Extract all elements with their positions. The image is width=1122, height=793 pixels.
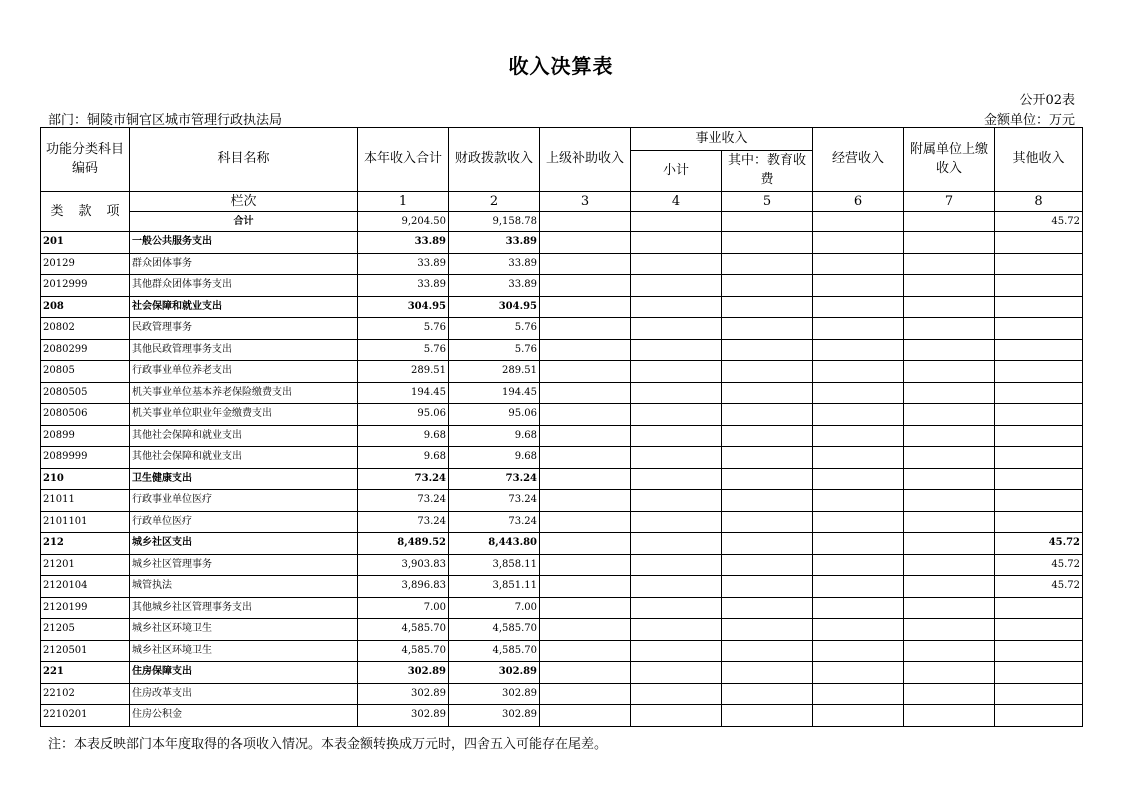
- row-subtotal: [631, 511, 722, 533]
- row-fiscal: 302.89: [449, 662, 540, 684]
- amount-unit-label: 金额单位：万元: [983, 113, 1075, 128]
- row-superior: [540, 275, 631, 297]
- row-other: 45.72: [995, 554, 1083, 576]
- table-row: [41, 640, 1083, 662]
- row-operating: [813, 339, 904, 361]
- row-subtotal: [631, 253, 722, 275]
- row-subtotal: [631, 533, 722, 555]
- row-operating: [813, 705, 904, 727]
- row-fiscal: 33.89: [449, 253, 540, 275]
- table-row: [41, 318, 1083, 340]
- row-fiscal: 5.76: [449, 339, 540, 361]
- row-education: [722, 361, 813, 383]
- row-name: 行政事业单位医疗: [130, 490, 358, 512]
- row-name: 住房保障支出: [130, 662, 358, 684]
- row-total: 194.45: [358, 382, 449, 404]
- row-other: [995, 640, 1083, 662]
- row-operating: [813, 275, 904, 297]
- row-total: 302.89: [358, 683, 449, 705]
- row-total: 302.89: [358, 705, 449, 727]
- row-education: [722, 705, 813, 727]
- row-subtotal: [631, 275, 722, 297]
- row-fiscal: 95.06: [449, 404, 540, 426]
- row-education: [722, 533, 813, 555]
- row-code: 20805: [41, 361, 130, 383]
- row-superior: [540, 576, 631, 598]
- row-superior: [540, 253, 631, 275]
- row-superior: [540, 683, 631, 705]
- row-name: 机关事业单位职业年金缴费支出: [130, 404, 358, 426]
- row-superior: [540, 404, 631, 426]
- revenue-table: [40, 127, 1083, 727]
- row-affiliated: [904, 619, 995, 641]
- row-code: 20129: [41, 253, 130, 275]
- row-superior: [540, 597, 631, 619]
- row-name: 群众团体事务: [130, 253, 358, 275]
- table-row: [41, 232, 1083, 254]
- col-num-3: 3: [540, 192, 631, 212]
- row-name: 社会保障和就业支出: [130, 296, 358, 318]
- table-row: [41, 597, 1083, 619]
- row-name: 其他城乡社区管理事务支出: [130, 597, 358, 619]
- table-row: [41, 576, 1083, 598]
- row-code: 2120104: [41, 576, 130, 598]
- row-superior: [540, 447, 631, 469]
- row-operating: [813, 296, 904, 318]
- table-row: [41, 554, 1083, 576]
- row-subtotal: [631, 576, 722, 598]
- row-code: 201: [41, 232, 130, 254]
- row-other: [995, 296, 1083, 318]
- col-num-1: 1: [358, 192, 449, 212]
- row-subtotal: [631, 554, 722, 576]
- table-row: [41, 275, 1083, 297]
- table-row: [41, 468, 1083, 490]
- row-code: 210: [41, 468, 130, 490]
- row-subtotal: [631, 468, 722, 490]
- row-education: [722, 554, 813, 576]
- row-superior: [540, 425, 631, 447]
- row-other: [995, 275, 1083, 297]
- row-other: [995, 232, 1083, 254]
- row-name: 城乡社区环境卫生: [130, 619, 358, 641]
- row-fiscal: 7.00: [449, 597, 540, 619]
- row-education: [722, 318, 813, 340]
- header-row-3: [41, 192, 1083, 212]
- row-subtotal: [631, 425, 722, 447]
- row-other: 45.72: [995, 533, 1083, 555]
- row-education: [722, 683, 813, 705]
- row-code: 2120199: [41, 597, 130, 619]
- row-education: [722, 490, 813, 512]
- row-subtotal: [631, 318, 722, 340]
- row-fiscal: 3,851.11: [449, 576, 540, 598]
- row-name: 卫生健康支出: [130, 468, 358, 490]
- row-subtotal: [631, 232, 722, 254]
- row-total: 3,896.83: [358, 576, 449, 598]
- row-education: [722, 339, 813, 361]
- row-code: 212: [41, 533, 130, 555]
- row-name: 行政事业单位养老支出: [130, 361, 358, 383]
- row-subtotal: [631, 296, 722, 318]
- total-superior: [540, 212, 631, 232]
- row-education: [722, 382, 813, 404]
- row-total: 73.24: [358, 468, 449, 490]
- row-code: 208: [41, 296, 130, 318]
- table-row: [41, 404, 1083, 426]
- row-affiliated: [904, 253, 995, 275]
- row-other: [995, 662, 1083, 684]
- total-other: 45.72: [995, 212, 1083, 232]
- row-affiliated: [904, 576, 995, 598]
- row-education: [722, 253, 813, 275]
- table-row: [41, 619, 1083, 641]
- row-fiscal: 9.68: [449, 425, 540, 447]
- row-operating: [813, 597, 904, 619]
- row-affiliated: [904, 533, 995, 555]
- table-row: [41, 533, 1083, 555]
- row-other: [995, 705, 1083, 727]
- row-total: 7.00: [358, 597, 449, 619]
- row-affiliated: [904, 447, 995, 469]
- row-education: [722, 275, 813, 297]
- row-subtotal: [631, 447, 722, 469]
- row-superior: [540, 640, 631, 662]
- col-num-6: 6: [813, 192, 904, 212]
- row-education: [722, 576, 813, 598]
- total-fiscal: 9,158.78: [449, 212, 540, 232]
- row-superior: [540, 554, 631, 576]
- form-number: 公开02表: [1019, 93, 1075, 108]
- header-education: 其中：教育收费: [722, 151, 813, 192]
- row-total: 8,489.52: [358, 533, 449, 555]
- row-other: [995, 468, 1083, 490]
- total-affiliated: [904, 212, 995, 232]
- row-total: 304.95: [358, 296, 449, 318]
- row-fiscal: 33.89: [449, 232, 540, 254]
- row-subtotal: [631, 404, 722, 426]
- col-num-7: 7: [904, 192, 995, 212]
- header-lanci: 栏次: [130, 192, 358, 212]
- row-operating: [813, 253, 904, 275]
- row-superior: [540, 705, 631, 727]
- row-education: [722, 511, 813, 533]
- row-affiliated: [904, 275, 995, 297]
- row-name: 民政管理事务: [130, 318, 358, 340]
- row-code: 2120501: [41, 640, 130, 662]
- row-fiscal: 5.76: [449, 318, 540, 340]
- row-other: [995, 597, 1083, 619]
- row-subtotal: [631, 339, 722, 361]
- row-name: 其他社会保障和就业支出: [130, 425, 358, 447]
- header-operating: 经营收入: [813, 128, 904, 192]
- row-code: 2210201: [41, 705, 130, 727]
- row-superior: [540, 296, 631, 318]
- row-superior: [540, 382, 631, 404]
- row-fiscal: 9.68: [449, 447, 540, 469]
- row-other: [995, 425, 1083, 447]
- row-code: 2080505: [41, 382, 130, 404]
- row-name: 其他社会保障和就业支出: [130, 447, 358, 469]
- row-operating: [813, 361, 904, 383]
- row-code: 21011: [41, 490, 130, 512]
- row-subtotal: [631, 597, 722, 619]
- row-operating: [813, 425, 904, 447]
- row-name: 城乡社区管理事务: [130, 554, 358, 576]
- row-superior: [540, 361, 631, 383]
- row-fiscal: 3,858.11: [449, 554, 540, 576]
- row-education: [722, 447, 813, 469]
- row-affiliated: [904, 490, 995, 512]
- row-total: 302.89: [358, 662, 449, 684]
- row-affiliated: [904, 468, 995, 490]
- header-subtotal: 小计: [631, 151, 722, 192]
- row-affiliated: [904, 232, 995, 254]
- header-business: 事业收入: [631, 128, 813, 151]
- row-code: 2101101: [41, 511, 130, 533]
- row-subtotal: [631, 705, 722, 727]
- row-name: 机关事业单位基本养老保险缴费支出: [130, 382, 358, 404]
- row-other: [995, 683, 1083, 705]
- row-total: 5.76: [358, 318, 449, 340]
- row-total: 9.68: [358, 447, 449, 469]
- row-affiliated: [904, 361, 995, 383]
- row-total: 33.89: [358, 232, 449, 254]
- row-fiscal: 73.24: [449, 490, 540, 512]
- row-fiscal: 33.89: [449, 275, 540, 297]
- row-total: 33.89: [358, 253, 449, 275]
- row-operating: [813, 404, 904, 426]
- table-row: [41, 683, 1083, 705]
- row-total: 3,903.83: [358, 554, 449, 576]
- row-total: 4,585.70: [358, 619, 449, 641]
- table-row: [41, 705, 1083, 727]
- row-affiliated: [904, 382, 995, 404]
- col-num-2: 2: [449, 192, 540, 212]
- table-row: [41, 253, 1083, 275]
- row-subtotal: [631, 662, 722, 684]
- row-affiliated: [904, 662, 995, 684]
- total-operating: [813, 212, 904, 232]
- row-affiliated: [904, 597, 995, 619]
- row-name: 城乡社区环境卫生: [130, 640, 358, 662]
- row-superior: [540, 468, 631, 490]
- row-affiliated: [904, 318, 995, 340]
- table-row: [41, 447, 1083, 469]
- header-lei-kuan-xiang: [41, 192, 130, 232]
- row-total: 95.06: [358, 404, 449, 426]
- total-label: 合计: [130, 212, 358, 232]
- row-education: [722, 662, 813, 684]
- row-other: [995, 404, 1083, 426]
- row-subtotal: [631, 361, 722, 383]
- row-superior: [540, 490, 631, 512]
- row-education: [722, 619, 813, 641]
- row-affiliated: [904, 339, 995, 361]
- header-kuan: 款: [78, 203, 92, 219]
- row-code: 21205: [41, 619, 130, 641]
- page-title: 收入决算表: [508, 54, 614, 78]
- row-operating: [813, 554, 904, 576]
- row-other: [995, 447, 1083, 469]
- row-subtotal: [631, 640, 722, 662]
- row-affiliated: [904, 640, 995, 662]
- footnote: 注：本表反映部门本年度取得的各项收入情况。本表金额转换成万元时，四舍五入可能存在尾差。: [48, 737, 608, 752]
- row-name: 住房公积金: [130, 705, 358, 727]
- row-fiscal: 304.95: [449, 296, 540, 318]
- row-code: 20802: [41, 318, 130, 340]
- row-education: [722, 640, 813, 662]
- table-row: [41, 296, 1083, 318]
- row-affiliated: [904, 296, 995, 318]
- row-other: [995, 339, 1083, 361]
- row-total: 33.89: [358, 275, 449, 297]
- row-affiliated: [904, 511, 995, 533]
- row-total: 289.51: [358, 361, 449, 383]
- row-other: [995, 318, 1083, 340]
- row-affiliated: [904, 554, 995, 576]
- row-education: [722, 597, 813, 619]
- col-num-4: 4: [631, 192, 722, 212]
- row-name: 一般公共服务支出: [130, 232, 358, 254]
- row-fiscal: 194.45: [449, 382, 540, 404]
- header-fiscal: 财政拨款收入: [449, 128, 540, 192]
- row-total: 4,585.70: [358, 640, 449, 662]
- row-education: [722, 296, 813, 318]
- total-amount: 9,204.50: [358, 212, 449, 232]
- row-code: 2089999: [41, 447, 130, 469]
- row-total: 73.24: [358, 490, 449, 512]
- row-fiscal: 73.24: [449, 468, 540, 490]
- header-total: 本年收入合计: [358, 128, 449, 192]
- row-name: 城管执法: [130, 576, 358, 598]
- row-operating: [813, 640, 904, 662]
- row-other: [995, 382, 1083, 404]
- row-superior: [540, 232, 631, 254]
- row-fiscal: 289.51: [449, 361, 540, 383]
- table-row: [41, 339, 1083, 361]
- row-operating: [813, 662, 904, 684]
- row-subtotal: [631, 382, 722, 404]
- row-operating: [813, 232, 904, 254]
- row-education: [722, 468, 813, 490]
- row-operating: [813, 318, 904, 340]
- row-other: [995, 253, 1083, 275]
- row-education: [722, 425, 813, 447]
- row-superior: [540, 511, 631, 533]
- row-name: 城乡社区支出: [130, 533, 358, 555]
- header-name: 科目名称: [130, 128, 358, 192]
- row-fiscal: 302.89: [449, 705, 540, 727]
- row-fiscal: 4,585.70: [449, 640, 540, 662]
- row-name: 其他群众团体事务支出: [130, 275, 358, 297]
- total-subtotal: [631, 212, 722, 232]
- row-operating: [813, 490, 904, 512]
- row-operating: [813, 683, 904, 705]
- row-other: [995, 619, 1083, 641]
- row-education: [722, 404, 813, 426]
- header-affiliated: 附属单位上缴收入: [904, 128, 995, 192]
- table-row: [41, 361, 1083, 383]
- row-code: 20899: [41, 425, 130, 447]
- row-operating: [813, 468, 904, 490]
- row-education: [722, 232, 813, 254]
- row-name: 住房改革支出: [130, 683, 358, 705]
- table-row: [41, 511, 1083, 533]
- row-fiscal: 4,585.70: [449, 619, 540, 641]
- total-education: [722, 212, 813, 232]
- row-other: 45.72: [995, 576, 1083, 598]
- row-superior: [540, 339, 631, 361]
- row-subtotal: [631, 683, 722, 705]
- header-lei: 类: [50, 203, 64, 219]
- row-other: [995, 490, 1083, 512]
- table-row: [41, 490, 1083, 512]
- header-superior: 上级补助收入: [540, 128, 631, 192]
- table-row: [41, 382, 1083, 404]
- row-subtotal: [631, 619, 722, 641]
- row-affiliated: [904, 425, 995, 447]
- row-operating: [813, 576, 904, 598]
- row-name: 其他民政管理事务支出: [130, 339, 358, 361]
- table-row: [41, 425, 1083, 447]
- row-code: 2080299: [41, 339, 130, 361]
- row-total: 73.24: [358, 511, 449, 533]
- row-affiliated: [904, 404, 995, 426]
- row-fiscal: 302.89: [449, 683, 540, 705]
- row-superior: [540, 619, 631, 641]
- row-operating: [813, 533, 904, 555]
- row-operating: [813, 447, 904, 469]
- row-total: 5.76: [358, 339, 449, 361]
- header-xiang: 项: [106, 203, 120, 219]
- row-code: 21201: [41, 554, 130, 576]
- col-num-8: 8: [995, 192, 1083, 212]
- row-other: [995, 361, 1083, 383]
- row-fiscal: 8,443.80: [449, 533, 540, 555]
- row-total: 9.68: [358, 425, 449, 447]
- header-other: 其他收入: [995, 128, 1083, 192]
- row-superior: [540, 318, 631, 340]
- department-label: 部门：铜陵市铜官区城市管理行政执法局: [48, 113, 283, 128]
- row-name: 行政单位医疗: [130, 511, 358, 533]
- row-affiliated: [904, 705, 995, 727]
- col-num-5: 5: [722, 192, 813, 212]
- row-operating: [813, 382, 904, 404]
- row-operating: [813, 619, 904, 641]
- row-code: 22102: [41, 683, 130, 705]
- table-row: [41, 662, 1083, 684]
- total-row: [41, 212, 1083, 232]
- row-fiscal: 73.24: [449, 511, 540, 533]
- header-row-1: [41, 128, 1083, 151]
- row-code: 2012999: [41, 275, 130, 297]
- row-superior: [540, 662, 631, 684]
- row-code: 2080506: [41, 404, 130, 426]
- row-operating: [813, 511, 904, 533]
- row-code: 221: [41, 662, 130, 684]
- row-other: [995, 511, 1083, 533]
- row-superior: [540, 533, 631, 555]
- row-subtotal: [631, 490, 722, 512]
- header-code: 功能分类科目编码: [41, 128, 130, 192]
- row-affiliated: [904, 683, 995, 705]
